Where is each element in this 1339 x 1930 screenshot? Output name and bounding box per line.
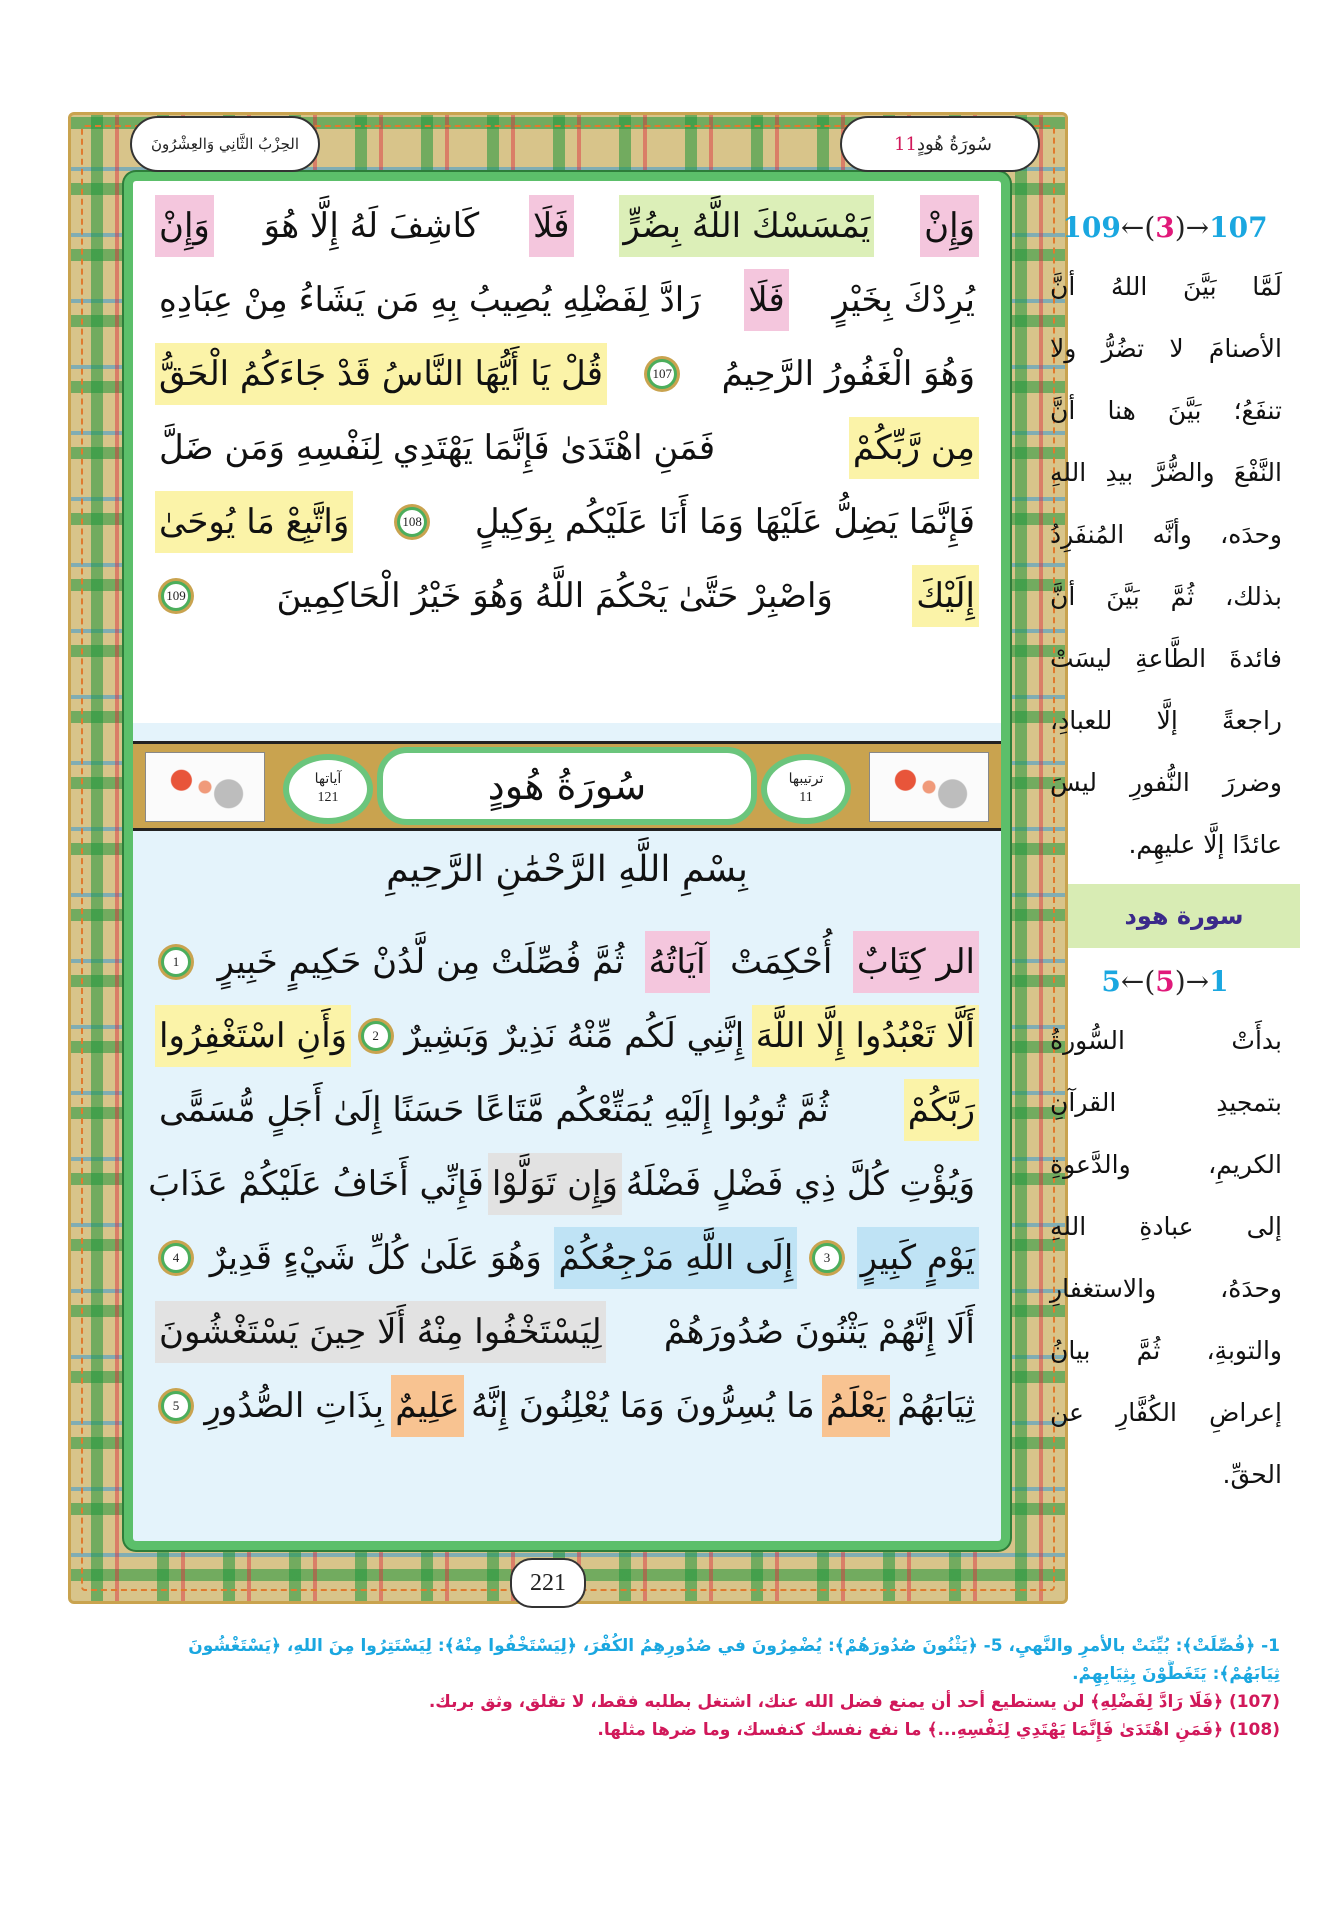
arrow-left-icon: ←( [1120,211,1156,244]
ayah-range-2 [1030,954,1300,1010]
summary-line: وضررَ النُّفورِ ليسَ [1050,768,1282,797]
ayah-number-marker-icon: 4 [161,1243,191,1273]
tafsir-side-column [1030,200,1300,1506]
summary-line: وحدَه، وأنَّه المُنفَرِدُ [1050,520,1282,549]
highlighted-phrase: فَلَا [744,269,789,331]
highlighted-phrase: أَلَّا تَعْبُدُوا إِلَّا اللَّهَ [752,1005,979,1067]
ayah-number-marker-icon: 109 [161,581,191,611]
summary-line: راجعةً إلَّا للعبادِ، [1050,706,1282,735]
surah-header-oval [840,116,1040,172]
verse-text: فَمَنِ اهْتَدَىٰ فَإِنَّمَا يَهْتَدِي لِنَفْسِهِ وَمَن ضَلَّ [159,428,716,468]
ayah-number-marker-icon: 107 [647,359,677,389]
verse-line [155,489,979,555]
summary-line: بذلك، ثُمَّ بَيَّنَ أنَّ [1050,582,1282,611]
summary-line: بدأَتْ السُّورةُ [1050,1026,1282,1055]
basmala: بِسْمِ اللَّهِ الرَّحْمَٰنِ الرَّحِيمِ [386,849,748,890]
surah-order-medallion [761,754,851,824]
order-label: ترتيبها [788,772,824,787]
verse-line [155,1225,979,1291]
surah-title-box [377,747,757,825]
hizb-label: الحِزْبُ الثَّانِي وَالعِشْرُونَ [151,135,300,153]
footnote-line: (107) ﴿فَلَا رَادَّ لِفَضْلِهِ﴾ لن يستطيع أحد أن يمنع فضل الله عنك، اشتغل بطلبه فقط، لا تقلق، وثق بربك. [428,1692,1280,1712]
surah-header-name: سُورَةُ هُودٍ [916,133,992,155]
verse-text: ثِيَابَهُمْ [897,1386,975,1426]
ayat-value: 121 [317,790,339,805]
verse-line [155,1077,979,1143]
floral-ornament-left-icon [145,752,265,822]
lower-section [133,723,1001,1541]
range-count: 5 [1155,965,1175,998]
summary-line: إعراضِ الكُفَّارِ عن [1050,1398,1282,1427]
footnote-line: 1- ﴿فُصِّلَتْ﴾: بُيِّنَتْ بالأمرِ والنَّهيِ، 5- ﴿يَثْنُونَ صُدُورَهُمْ﴾: يُضْمِرُونَ في صُدُورِهِمُ الكُفْرَ، ﴿لِيَسْتَخْفُوا مِنْهُ﴾: لِيَسْتَتِرُوا مِنَ اللهِ، ﴿يَسْتَغْشُونَ [188,1636,1280,1656]
summary-line: فائدةَ الطَّاعةِ ليسَتْ [1050,644,1282,673]
summary-line: الأصنامَ لا تضُرُّ ولا [1050,334,1282,363]
highlighted-phrase: مِن رَّبِّكُمْ [849,417,979,479]
ayah-number-marker-icon: 5 [161,1391,191,1421]
verse-line [155,341,979,407]
range-count: 3 [1155,211,1175,244]
ayat-count-medallion [283,754,373,824]
highlighted-phrase: وَأَنِ اسْتَغْفِرُوا [155,1005,351,1067]
verse-text: وَاصْبِرْ حَتَّىٰ يَحْكُمَ اللَّهُ وَهُوَ خَيْرُ الْحَاكِمِينَ [276,576,833,616]
highlighted-phrase: وَإِنْ [155,195,214,257]
verse-line [155,415,979,481]
floral-ornament-right-icon [869,752,989,822]
summary-line: عائدًا إلَّا عليهِم. [1128,830,1282,859]
verse-line [155,929,979,995]
verse-text: أَلَا إِنَّهُمْ يَثْنُونَ صُدُورَهُمْ [663,1312,975,1352]
summary-line: والتوبةِ، ثُمَّ بيانُ [1050,1336,1282,1365]
highlighted-phrase: آيَاتُهُ [645,931,710,993]
upper-section [133,181,1001,723]
highlighted-phrase: فَلَا [529,195,574,257]
range-from: 5 [1101,965,1121,998]
highlighted-phrase: عَلِيمٌ [391,1375,463,1437]
ayah-number-marker-icon: 108 [397,507,427,537]
mushaf-panel [124,172,1010,1550]
verse-line [155,193,979,259]
verse-line [148,1151,979,1217]
highlighted-phrase: رَبَّكُمْ [904,1079,979,1141]
highlighted-phrase: إِلَى اللَّهِ مَرْجِعُكُمْ [554,1227,797,1289]
summary-block-2 [1030,1010,1300,1506]
highlighted-phrase: قُلْ يَا أَيُّهَا النَّاسُ قَدْ جَاءَكُمُ الْحَقُّ [155,343,607,405]
verse-text: إِنَّنِي لَكُم مِّنْهُ نَذِيرٌ وَبَشِيرٌ [404,1016,745,1056]
surah-title-banner [133,741,1001,831]
summary-line: وحدَهُ، والاستغفارِ [1050,1274,1282,1303]
verse-text: ثُمَّ فُصِّلَتْ مِن لَّدُنْ حَكِيمٍ خَبِيرٍ [217,942,625,982]
ayah-number-marker-icon: 1 [161,947,191,977]
summary-line: لَمَّا بَيَّنَ اللهُ أنَّ [1050,272,1282,301]
verse-text: فَإِنِّي أَخَافُ عَلَيْكُمْ عَذَابَ [148,1164,484,1204]
ayat-label: آياتها [314,772,342,787]
range-to: 1 [1209,965,1229,998]
hizb-label-oval [130,116,320,172]
verse-text: بِذَاتِ الصُّدُورِ [204,1386,384,1426]
summary-line: الحقِّ. [1222,1460,1282,1489]
surah-section-label [1068,884,1300,948]
summary-line: الكريمِ، والدَّعوةِ [1050,1150,1282,1179]
page-number [510,1558,586,1608]
summary-block-1 [1030,256,1300,876]
highlighted-phrase: إِلَيْكَ [912,565,979,627]
verse-text: ثُمَّ تُوبُوا إِلَيْهِ يُمَتِّعْكُم مَّتَاعًا حَسَنًا إِلَىٰ أَجَلٍ مُّسَمًّى [159,1090,829,1130]
verse-text: يُرِدْكَ بِخَيْرٍ [832,280,975,320]
order-value: 11 [799,790,813,805]
verse-text: أُحْكِمَتْ [730,942,833,982]
highlighted-phrase: يَمْسَسْكَ اللَّهُ بِضُرٍّ [619,195,874,257]
verse-line [155,1373,979,1439]
verse-text: وَيُؤْتِ كُلَّ ذِي فَضْلٍ فَضْلَهُ [625,1164,975,1204]
verse-line [155,563,979,629]
arrow-left-icon: ←( [1120,965,1156,998]
footnote-line: ثِيَابَهُمْ﴾: يَتَغَطَّوْنَ بِثِيَابِهِمْ. [1072,1664,1280,1684]
ayah-number-marker-icon: 2 [361,1021,391,1051]
verse-text: كَاشِفَ لَهُ إِلَّا هُوَ [263,206,480,246]
footnotes [60,1632,1280,1744]
summary-line: بتمجيدِ القرآنِ [1050,1088,1282,1117]
surah-section-label-text: سورة هود [1124,902,1244,930]
highlighted-phrase: وَإِن تَوَلَّوْا [488,1153,622,1215]
verse-text: رَادَّ لِفَضْلِهِ يُصِيبُ بِهِ مَن يَشَاءُ مِنْ عِبَادِهِ [159,280,701,320]
ayah-number-marker-icon: 3 [812,1243,842,1273]
verse-text: وَهُوَ الْغَفُورُ الرَّحِيمُ [721,354,975,394]
summary-line: النَّفْعَ والضُّرَّ بيدِ اللهِ [1050,458,1282,487]
highlighted-phrase: الر كِتَابٌ [853,931,979,993]
verse-text: فَإِنَّمَا يَضِلُّ عَلَيْهَا وَمَا أَنَا عَلَيْكُم بِوَكِيلٍ [474,502,975,542]
page-number-text: 221 [530,1569,566,1596]
highlighted-phrase: يَعْلَمُ [822,1375,890,1437]
arrow-right-icon: )→ [1174,211,1210,244]
highlighted-phrase: يَوْمٍ كَبِيرٍ [857,1227,979,1289]
arrow-right-icon: )→ [1174,965,1210,998]
highlighted-phrase: وَاتَّبِعْ مَا يُوحَىٰ [155,491,353,553]
surah-title: سُورَةُ هُودٍ [487,764,647,808]
verse-line [155,267,979,333]
range-to: 107 [1209,211,1268,244]
verse-text: مَا يُسِرُّونَ وَمَا يُعْلِنُونَ إِنَّهُ [470,1386,815,1426]
range-from: 109 [1062,211,1121,244]
highlighted-phrase: لِيَسْتَخْفُوا مِنْهُ أَلَا حِينَ يَسْتَغْشُونَ [155,1301,606,1363]
surah-header-number: 11 [894,133,917,155]
verse-text: وَهُوَ عَلَىٰ كُلِّ شَيْءٍ قَدِيرٌ [209,1238,542,1278]
summary-line: إلى عبادةِ اللهِ [1050,1212,1282,1241]
ayah-range-1 [1030,200,1300,256]
summary-line: تنفَعُ؛ بَيَّنَ هنا أنَّ [1050,396,1282,425]
verse-line [155,1003,979,1069]
verse-line [155,1299,979,1365]
highlighted-phrase: وَإِنْ [920,195,979,257]
footnote-line: (108) ﴿فَمَنِ اهْتَدَىٰ فَإِنَّمَا يَهْتَدِي لِنَفْسِهِ...﴾ ما نفع نفسك كنفسك، وما ضرها مثلها. [597,1720,1280,1740]
